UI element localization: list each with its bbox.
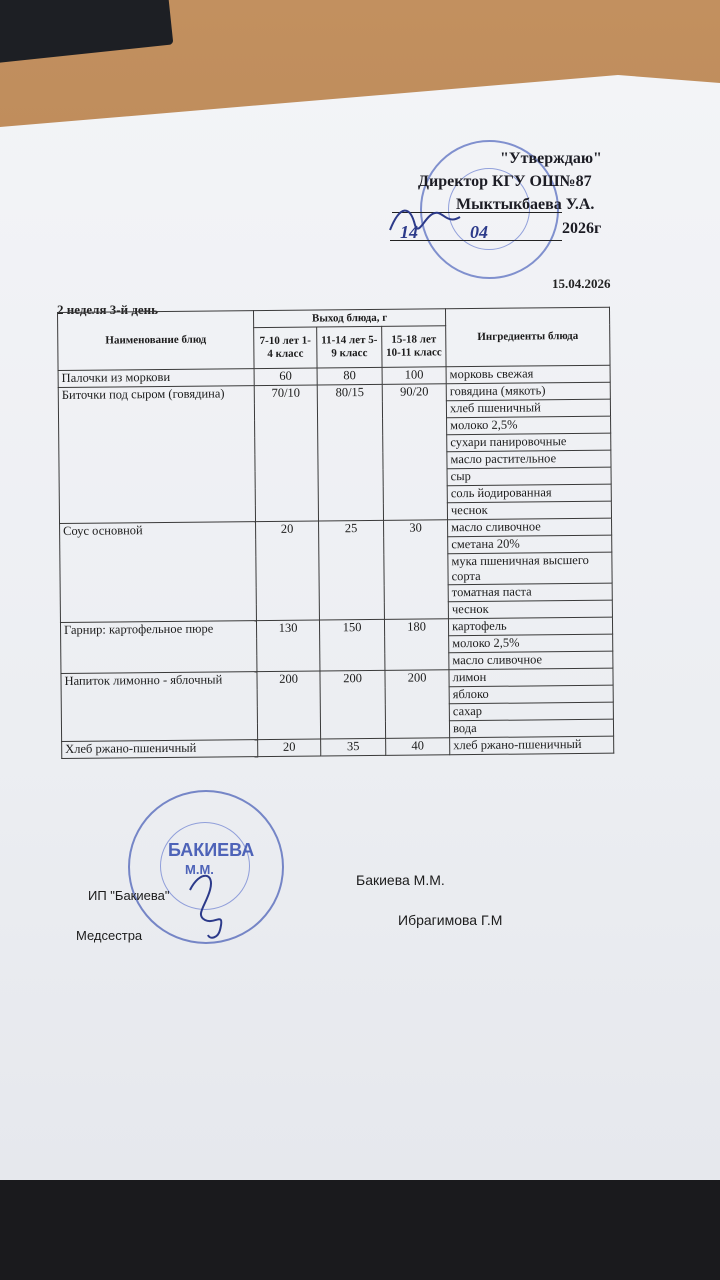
- ingredient: морковь свежая: [446, 365, 610, 384]
- portion-15-18: 200: [385, 670, 450, 739]
- supplier-stamp-name: БАКИЕВА: [168, 840, 255, 860]
- portion-15-18: 40: [386, 738, 450, 756]
- supplier-stamp-initials: М.М.: [185, 862, 214, 877]
- ingredient: масло сливочное: [449, 651, 613, 670]
- dish-name: Напиток лимонно - яблочный: [61, 672, 258, 742]
- portion-15-18: 180: [384, 619, 449, 671]
- header-ingredients: Ингредиенты блюда: [446, 307, 611, 367]
- approval-title: "Утверждаю": [500, 150, 602, 167]
- dish-name: Хлеб ржано-пшеничный: [62, 740, 258, 759]
- ingredient: сметана 20%: [448, 535, 612, 554]
- portion-11-14: 25: [319, 520, 385, 620]
- ingredient: соль йодированная: [447, 484, 611, 503]
- ingredient: хлеб ржано-пшеничный: [450, 736, 614, 755]
- dish-name: Соус основной: [60, 522, 257, 623]
- ingredient: мука пшеничная высшего сорта: [448, 552, 612, 585]
- portion-15-18: 100: [382, 367, 446, 385]
- sheet-date: 15.04.2026: [552, 276, 611, 291]
- approval-date-day: 14: [400, 222, 418, 242]
- portion-7-10: 130: [256, 620, 319, 672]
- approval-name: Мыктыкбаева У.А.: [456, 196, 595, 213]
- portion-15-18: 30: [384, 520, 449, 620]
- portion-11-14: 150: [319, 619, 384, 671]
- ip-name: Бакиева М.М.: [356, 872, 445, 888]
- menu-table: [57, 307, 614, 759]
- ingredient: сухари панировочные: [447, 433, 611, 452]
- portion-11-14: 80/15: [317, 384, 383, 521]
- header-dish: Наименование блюд: [58, 311, 255, 371]
- ingredient: картофель: [448, 617, 612, 636]
- dish-name: Палочки из моркови: [58, 369, 254, 388]
- approval-date-year: 2026г: [562, 220, 602, 237]
- nurse-label: Медсестра: [76, 928, 143, 943]
- portion-11-14: 80: [317, 367, 382, 385]
- portion-11-14: 35: [321, 738, 386, 756]
- portion-7-10: 200: [257, 671, 321, 740]
- header-age-7-10: 7-10 лет 1-4 класс: [254, 327, 317, 369]
- portion-7-10: 20: [256, 521, 320, 621]
- ingredient: сыр: [447, 467, 611, 486]
- portion-7-10: 20: [258, 739, 321, 757]
- nurse-name: Ибрагимова Г.М: [398, 912, 503, 928]
- dish-name: Гарнир: картофельное пюре: [60, 621, 256, 674]
- header-age-15-18: 15-18 лет 10-11 класс: [382, 326, 446, 368]
- dark-surface: [0, 1170, 720, 1280]
- ingredient: чеснок: [447, 501, 611, 520]
- portion-11-14: 200: [320, 670, 386, 739]
- ingredient: сахар: [449, 702, 613, 721]
- director-signature: [385, 195, 465, 245]
- ingredient: томатная паста: [448, 583, 612, 602]
- dish-name: Биточки под сыром (говядина): [58, 386, 255, 524]
- ingredient: хлеб пшеничный: [446, 399, 610, 418]
- approval-date-month: 04: [470, 222, 488, 242]
- ingredient: масло сливочное: [448, 518, 612, 537]
- ingredient: говядина (мякоть): [446, 382, 610, 401]
- ingredient: чеснок: [448, 600, 612, 619]
- ingredient: молоко 2,5%: [449, 634, 613, 653]
- portion-7-10: 70/10: [254, 385, 318, 522]
- supplier-signature: [180, 860, 250, 945]
- week-day-title: 2 неделя 3-й день: [57, 302, 159, 317]
- portion-15-18: 90/20: [382, 384, 447, 521]
- ingredient: вода: [449, 719, 613, 738]
- ingredient: масло растительное: [447, 450, 611, 469]
- header-output: Выход блюда, г: [253, 309, 445, 328]
- approval-position: Директор КГУ ОШ№87: [418, 173, 592, 190]
- header-age-11-14: 11-14 лет 5-9 класс: [317, 326, 382, 368]
- ingredient: лимон: [449, 668, 613, 687]
- ingredient: молоко 2,5%: [447, 416, 611, 435]
- ip-label: ИП "Бакиева": [88, 888, 170, 903]
- portion-7-10: 60: [254, 368, 317, 386]
- ingredient: яблоко: [449, 685, 613, 704]
